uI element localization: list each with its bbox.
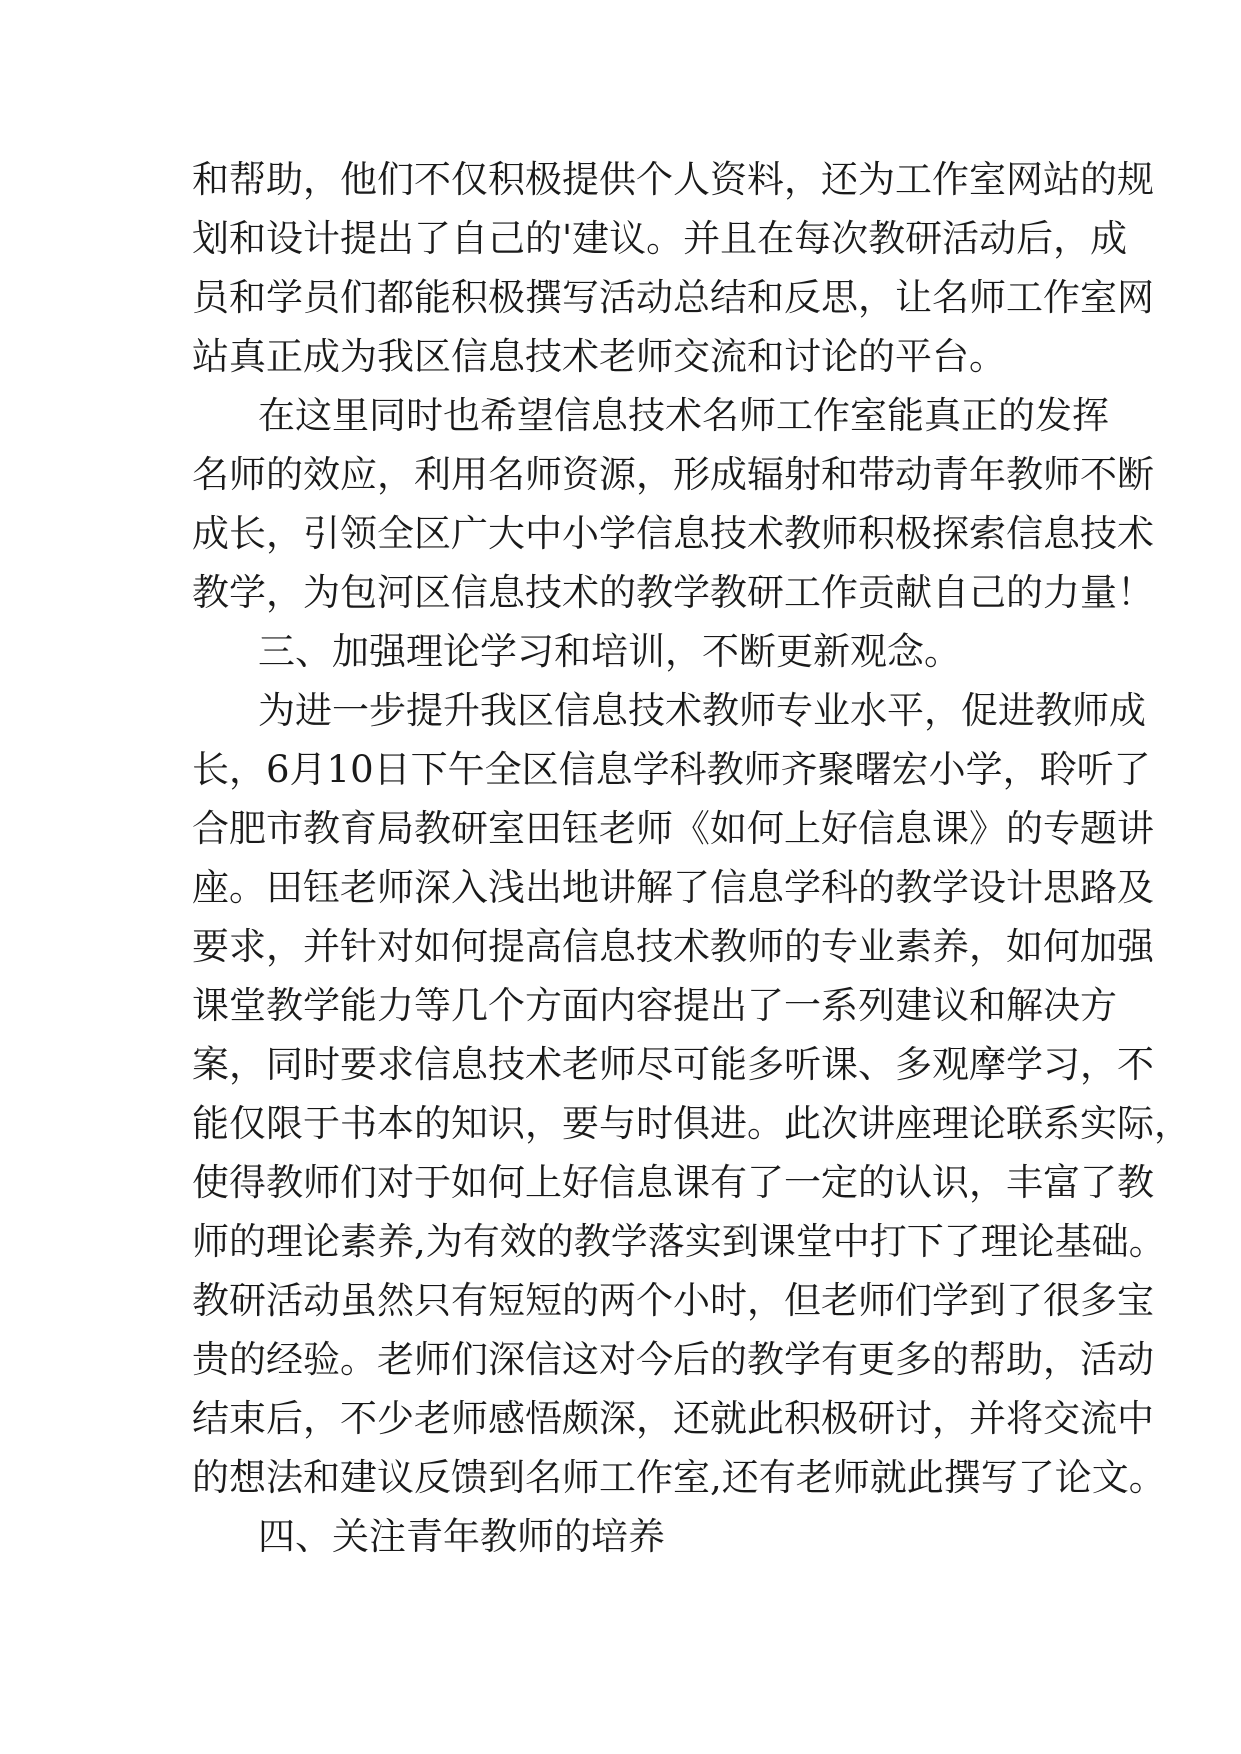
text-line: 划和设计提出了自己的'建议。并且在每次教研活动后，成 <box>192 217 1128 260</box>
text-line: 合肥市教育局教研室田钰老师《如何上好信息课》的专题讲 <box>192 807 1154 850</box>
text-line: 能仅限于书本的知识，要与时俱进。此次讲座理论联系实际， <box>192 1102 1191 1145</box>
paragraph <box>192 681 1191 1507</box>
section-heading <box>192 1507 1054 1566</box>
document-body <box>192 150 1191 1566</box>
text-line: 贵的经验。老师们深信这对今后的教学有更多的帮助，活动 <box>192 1338 1154 1381</box>
text-line: 员和学员们都能积极撰写活动总结和反思，让名师工作室网 <box>192 276 1154 319</box>
text-line: 成长，引领全区广大中小学信息技术教师积极探索信息技术 <box>192 512 1154 555</box>
paragraph <box>192 150 1154 386</box>
section-heading <box>192 622 1054 681</box>
text-line: 结束后，不少老师感悟颇深，还就此积极研讨，并将交流中 <box>192 1397 1154 1440</box>
text-line: 师的理论素养,为有效的教学落实到课堂中打下了理论基础。 <box>192 1220 1166 1263</box>
paragraph <box>192 386 1154 622</box>
text-line: 名师的效应，利用名师资源，形成辐射和带动青年教师不断 <box>192 453 1154 496</box>
text-line: 教研活动虽然只有短短的两个小时，但老师们学到了很多宝 <box>192 1279 1154 1322</box>
text-line: 在这里同时也希望信息技术名师工作室能真正的发挥 <box>258 394 1109 437</box>
text-line: 使得教师们对于如何上好信息课有了一定的认识，丰富了教 <box>192 1161 1154 1204</box>
text-line: 为进一步提升我区信息技术教师专业水平，促进教师成 <box>258 689 1146 732</box>
text-line: 课堂教学能力等几个方面内容提出了一系列建议和解决方 <box>192 984 1117 1027</box>
text-line: 教学，为包河区信息技术的教学教研工作贡献自己的力量！ <box>192 571 1154 614</box>
heading-text: 四、关注青年教师的培养 <box>258 1515 665 1558</box>
text-line: 站真正成为我区信息技术老师交流和讨论的平台。 <box>192 335 1006 378</box>
text-line: 长，6月10日下午全区信息学科教师齐聚曙宏小学，聆听了 <box>192 748 1151 791</box>
text-line: 和帮助，他们不仅积极提供个人资料，还为工作室网站的规 <box>192 158 1154 201</box>
text-line: 要求，并针对如何提高信息技术教师的专业素养，如何加强 <box>192 925 1154 968</box>
text-line: 案，同时要求信息技术老师尽可能多听课、多观摩学习，不 <box>192 1043 1154 1086</box>
text-line: 的想法和建议反馈到名师工作室,还有老师就此撰写了论文。 <box>192 1456 1166 1499</box>
text-line: 座。田钰老师深入浅出地讲解了信息学科的教学设计思路及 <box>192 866 1154 909</box>
heading-text: 三、加强理论学习和培训，不断更新观念。 <box>258 630 961 673</box>
